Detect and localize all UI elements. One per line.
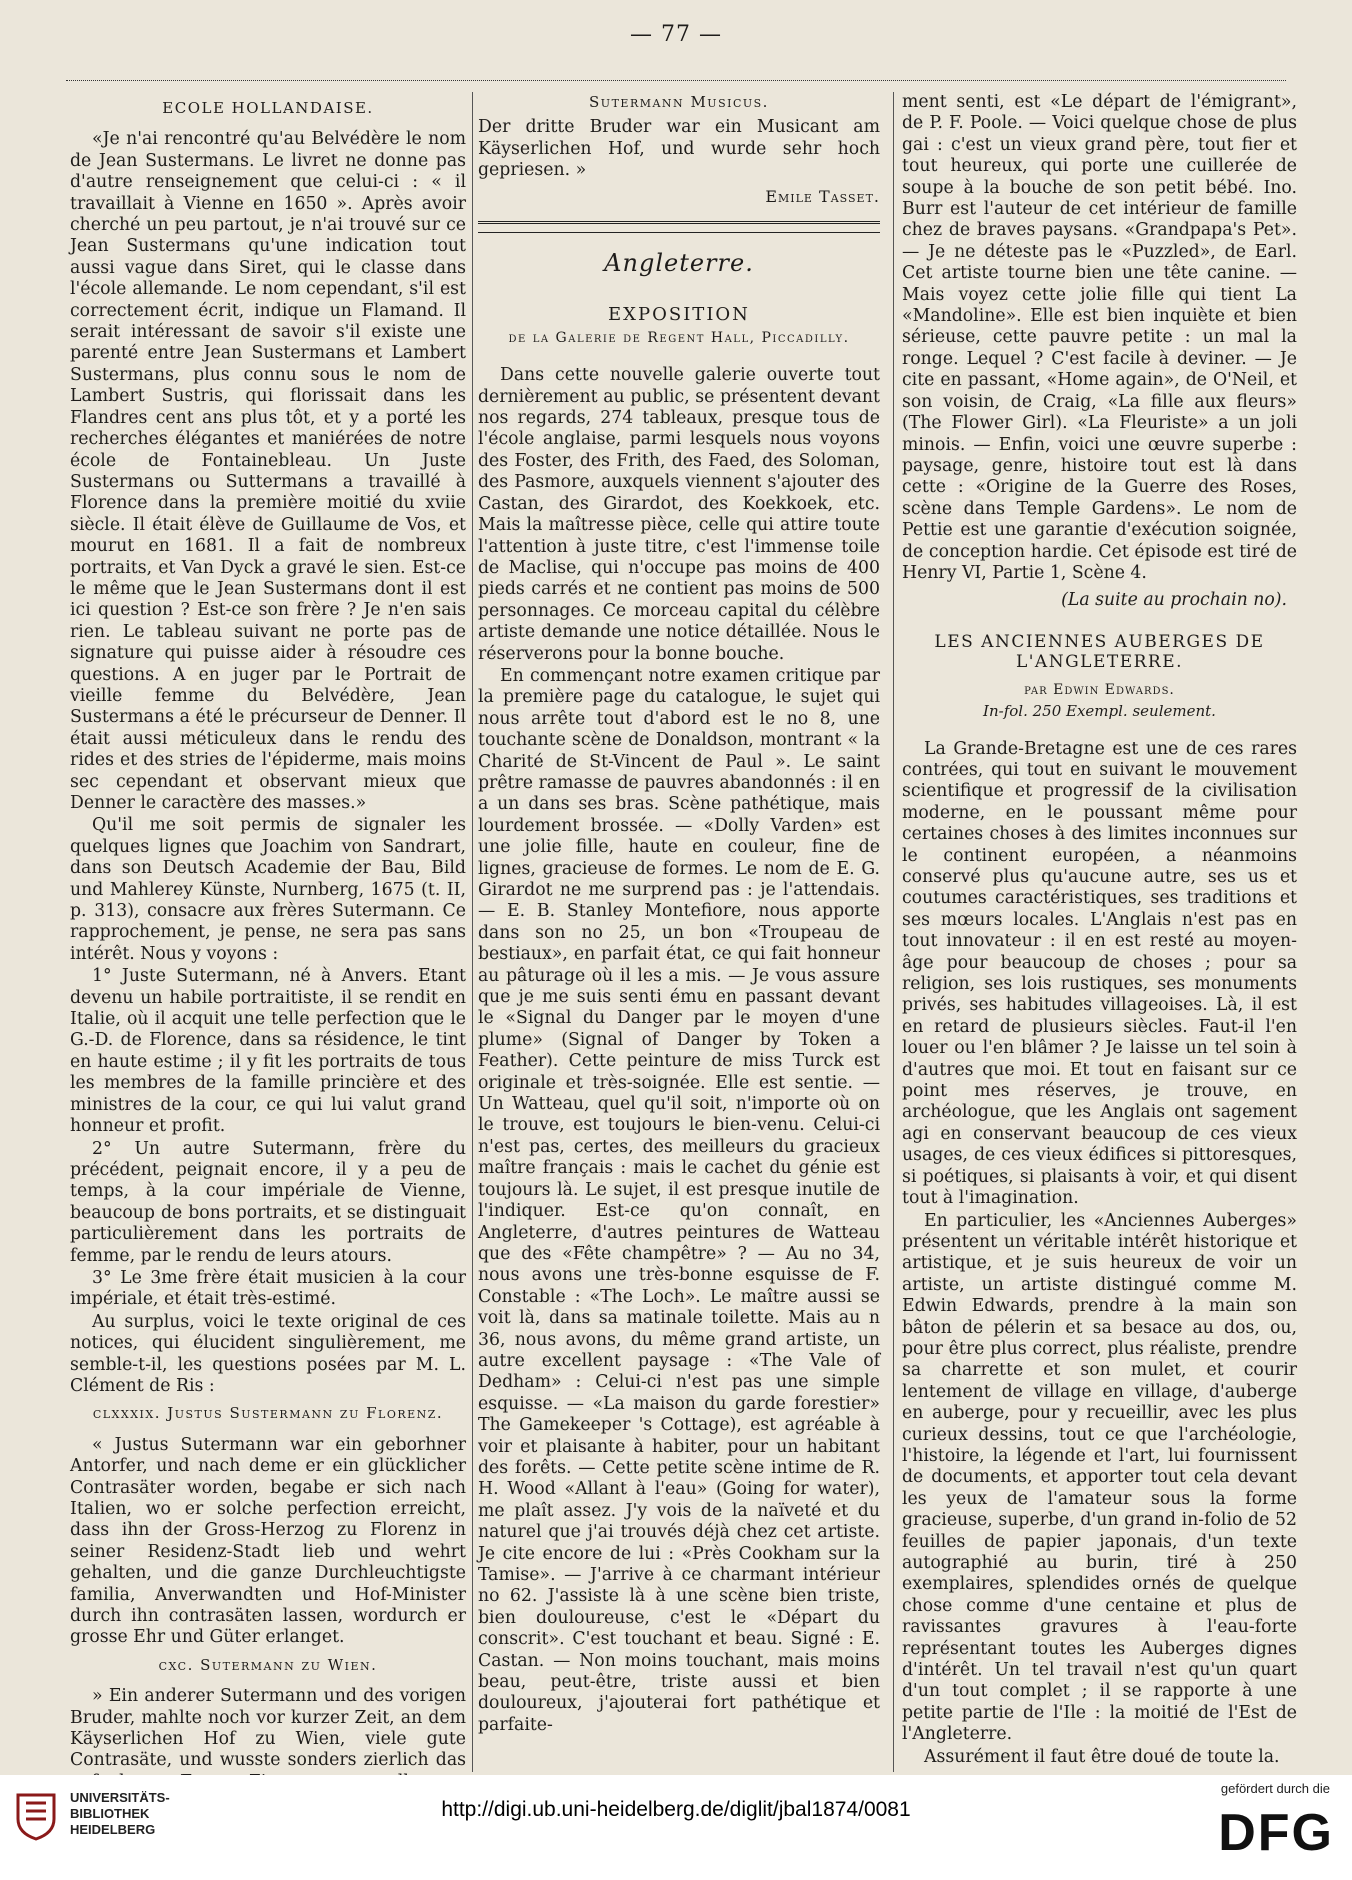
- section-heading: ECOLE HOLLANDAISE.: [162, 99, 374, 117]
- column-1: [70, 92, 466, 1771]
- article-author: par Edwin Edwards.: [1024, 681, 1175, 698]
- paragraph: En commençant notre examen critique par la première page du catalogue, le sujet qui nous arrête tout d'abord est le no 8, une touchante scène de Donaldson, montrant « la Charité de St-Vincent de Paul ». Le saint prêtre ramasse de pauvres abandonnés : il en a un dans ses bras. Scène pathétique, mais lourdement brossée. — «Dolly Varden» est une jolie fille, haute en couleur, fine de lignes, gracieuse de formes. Le nom de E. G. Girardot ne me surprend pas : je l'attendais. — E. B. Stanley Montefiore, nous apporte dans son no 25, un bon «Troupeau de bestiaux», en parfait état, ce qui fait honneur au pâturage où il les a mis. — Je vous assure que je me suis senti ému en passant devant le «Signal du Danger par le moyen d'une plume» (Signal of Danger by Token a Feather). Cette peinture de miss Turck est originale et très-soignée. Elle est sentie. — Un Watteau, quel qu'il soit, n'importe où on le trouve, est toujours le bien-venu. Celui-ci n'est pas, certes, des meilleurs du gracieux maître français : mais le cachet du génie est toujours là. Le sujet, il est presque inutile de l'indiquer. Est-ce qu'on connaît, en Angleterre, d'autres peintures de Watteau que des «Fête champêtre» ? — Au no 34, nous avons une très-bonne esquisse de F. Constable : «The Loch». Le maître aussi se voit là, dans sa matinale toilette. Mais au n 36, nous avons, du même grand artiste, un autre excellent paysage : «The Vale of Dedham» : Celui-ci n'est pas une simple esquisse. — «La maison du garde forestier» The Gamekeeper 's Cottage), est agréable à voir et plaisante à habiter, pour un habitant des forêts. — Cette petite scène intime de R. H. Wood «Allant à l'eau» (Going for water), me plaît assez. J'y vois de la naïveté et du naturel que j'ai trouvés déjà chez cet artiste. Je cite encore de lui : «Près Cookham sur la Tamise». — J'arrive à ce charmant intérieur no 62. J'assiste là à une scène bien triste, bien douloureuse, c'est le «Départ du conscrit». C'est touchant et beau. Signé : E. Castan. — Non moins touchant, mais moins beau, peut-être, triste aussi et bien douloureux, j'ajouterai fort pathétique et parfaite-: [478, 665, 880, 1735]
- rule: [478, 232, 880, 233]
- source-url-link[interactable]: http://digi.ub.uni-heidelberg.de/diglit/jbal1874/0081: [441, 1798, 911, 1821]
- paragraph: Dans cette nouvelle galerie ouverte tout dernièrement au public, se présentent devant nos regards, 274 tableaux, presque tous de l'école anglaise, parmi lesquels nous voyons des Foster, des Frith, des Faed, des Soloman, des Pasmore, auxquels viennent s'ajouter des Castan, des Girardot, des Koekkoek, etc. Mais la maîtresse pièce, celle qui attire toute l'attention à juste titre, c'est l'immense toile de Maclise, qui n'occupe pas moins de 400 pieds carrés et ne contient pas moins de 500 personnages. Ce morceau capital du célèbre artiste demande une notice détaillée. Nous le réserverons pour la bonne bouche.: [478, 365, 880, 664]
- subheading: clxxxix. Justus Sustermann zu Florenz.: [92, 1404, 444, 1423]
- column-3: [902, 92, 1297, 1767]
- paragraph: «Je n'ai rencontré qu'au Belvédère le nom de Jean Sustermans. Le livret ne donne pas d'autre renseignement que celui-ci : « il travaillait à Vienne en 1650 ». Après avoir cherché un peu partout, je n'ai trouvé sur ce Jean Sustermans qu'une indication tout aussi vague dans Siret, qui le classe dans l'école allemande. Le nom cependant, s'il est correctement écrit, indique un Flamand. Il serait intéressant de savoir s'il existe une parenté entre Jean Sustermans et Lambert Sustermans, plus connu sous le nom de Lambert Sustris, qui florissait dans les Flandres cent ans plus tôt, et y a porté les recherches élégantes et maniérées de notre école de Fontainebleau. Un Juste Sustermans ou Suttermans a travaillé à Florence dans la première moitié du xviie siècle. Il était élève de Guillaume de Vos, et mourut en 1681. Il a fait de nombreux portraits, et Van Dyck a gravé le sien. Est-ce le même que le Jean Sustermans dont il est ici question ? Est-ce son frère ? Je n'en sais rien. Le tableau suivant ne porte pas de signature qui puisse aider à résoudre ces questions. A en juger par le Portrait de vieille femme du Belvédère, Jean Sustermans a été le précurseur de Denner. Il était aussi méticuleux dans le rendu des rides et des stries de l'épiderme, mais moins sec cependant et observant mieux que Denner le caractère des masses.»: [70, 129, 466, 813]
- column-2: [478, 92, 880, 1752]
- subheading: cxc. Sutermann zu Wien.: [158, 1655, 378, 1674]
- article-title: EXPOSITION: [608, 304, 750, 326]
- paragraph: 1° Juste Sutermann, né à Anvers. Etant devenu un habile portraitiste, il se rendit en Italie, où il acquit une telle perfection que le G.-D. de Florence, dans sa résidence, le tint en haute estime ; il y fit les portraits de tous les membres de la famille princière et des ministres de la cour, ce qui lui valut grand honneur et profit.: [70, 966, 466, 1137]
- edition-note: In-fol. 250 Exempl. seulement.: [983, 702, 1216, 721]
- top-rule: [66, 80, 1286, 81]
- footer-bar: [0, 1775, 1352, 1880]
- paragraph: Qu'il me soit permis de signaler les quelques lignes que Joachim von Sandrart, dans son Deutsch Academie der Bau, Bild und Mahlerey Künste, Nurnberg, 1675 (t. II, p. 313), consacre aux frères Sutermann. Ce rapprochement, je pense, ne sera pas sans intérêt. Nous y voyons :: [70, 815, 466, 964]
- paragraph: 2° Un autre Sutermann, frère du précédent, peignait encore, il y a peu de temps, à la cour impériale de Vienne, beaucoup de bons portraits, et se distinguait particulièrement dans les portraits de femme, par le rendu de leurs atours.: [70, 1138, 466, 1266]
- paragraph: Assurément il faut être doué de toute la.: [924, 1746, 1280, 1767]
- page-number: — 77 —: [630, 22, 722, 47]
- author-signature: Emile Tasset.: [765, 186, 880, 206]
- subheading: Sutermann Musicus.: [589, 93, 769, 111]
- paragraph: « Justus Sutermann war ein geborhner Antorfer, und nach deme er ein glücklicher Contrasäter worden, begabe er sich nach Italien, wo er solche perfection erreicht, dass ihn der Gross-Herzog zu Florenz in seiner Residenz-Stadt lieb und wehrt gehalten, und die ganze Durchleuchtigste familia, Anverwandten und Hof-Minister durch ihn contrasäten lassen, wordurch er grosse Ehr und Güter erlanget.: [70, 1434, 466, 1648]
- paragraph: La Grande-Bretagne est une de ces rares contrées, qui tout en suivant le mouvement scientifique et progressif de la civilisation moderne, en le poussant même pour certaines choses à des limites inconnues sur le continent européen, a néanmoins conservé plus qu'aucune autre, ses us et coutumes caractéristiques, ses traditions et ses mœurs locales. L'Anglais n'est pas en tout innovateur : il en est resté au moyen-âge pour beaucoup de choses ; pour sa religion, ses lois rustiques, ses monuments privés, ses habitudes villageoises. Là, il est en retard de plusieurs siècles. Faut-il l'en louer ou l'en blâmer ? Je laisse un tel soin à d'autres que moi. Et tout en faisant sur ce point mes réserves, je trouve, en archéologue, que les Anglais ont sagement agi en conservant beaucoup de ces vieux usages, de ces vieux édifices si pittoresques, si poétiques, si plaisants à voir, et qui disent tout à l'imagination.: [902, 738, 1297, 1209]
- library-name: UNIVERSITÄTS- BIBLIOTHEK HEIDELBERG: [70, 1790, 170, 1837]
- funded-by-label: gefördert durch die: [1220, 1781, 1330, 1796]
- paragraph: En particulier, les «Anciennes Auberges» présentent un véritable intérêt historique et artistique, et je suis heureux de voir un artiste, un artiste distingué comme M. Edwin Edwards, prendre à la main son bâton de pélerin et sa besace au dos, ou, pour être plus correct, plus réaliste, prendre sa charrette et son mulet, et courir lentement de village en village, d'auberge en auberge, pour y recueillir, avec les plus curieux dessins, tout ce que l'archéologie, l'histoire, la légende et l'art, lui fournissent de documents, et apporter tout cela devant les yeux de l'amateur sous la forme gracieuse, superbe, d'un grand in-folio de 52 feuilles de papier japonais, d'un texte autographié au burin, tiré à 250 exemplaires, splendides ornés de quelque chose comme d'une centaine et plus de ravissantes gravures à l'eau-forte représentant toutes les Auberges dignes d'intérêt. Un tel travail n'est qu'un quart d'un tout complet ; il se rapporte à une petite partie de l'Ile : la moitié de l'Est de l'Angleterre.: [902, 1210, 1297, 1745]
- paragraph: Der dritte Bruder war ein Musicant am Käyserlichen Hof, und wurde sehr hoch gepriesen. »: [478, 117, 880, 181]
- section-title: Angleterre.: [604, 249, 754, 278]
- paragraph: Au surplus, voici le texte original de ces notices, qui élucident singulièrement, me semble-t-il, les questions posées par M. L. Clément de Ris :: [70, 1311, 466, 1396]
- column-rule-2: [893, 92, 894, 1772]
- double-rule: [478, 221, 880, 224]
- paragraph: » Ein anderer Sutermann und des vorigen Bruder, mahlte noch vor kurzer Zeit, an dem Käyserlichen Hof zu Wien, viele gute Contrasäte, und wusste sonders zierlich das: [70, 1686, 466, 1771]
- article-subtitle: de la Galerie de Regent Hall, Piccadilly.: [508, 329, 850, 346]
- paragraph: ment senti, est «Le départ de l'émigrant», de P. F. Poole. — Voici quelque chose de plus gai : c'est un vieux grand père, tout fier et tout heureux, qui porte une cuillerée de soupe à la bouche de son petit bébé. Ino. Burr est l'auteur de cet intérieur de famille chez de braves paysans. «Grandpapa's Pet». — Je ne déteste pas le «Puzzled», de Earl. Cet artiste tourne bien une tête canine. — Mais voyez cette jolie fille qui tient La «Mandoline». Elle est bien inquiète et bien sérieuse, cette pauvre petite : un mal la ronge. Lequel ? C'est facile à deviner. — Je cite en passant, «Home again», de O'Neil, et son voisin, de Craig, «La fille aux fleurs» (The Flower Girl). «La Fleuriste» a un joli minois. — Enfin, voici une œuvre superbe : paysage, genre, histoire tout est là dans cette : «Origine de la Guerre des Roses, scène dans Temple Gardens». Le nom de Pettie est une garantie d'exécution soignée, de conception hardie. Cet épisode est tiré de Henry VI, Partie 1, Scène 4.: [902, 92, 1297, 583]
- dfg-logo: DFG: [1218, 1804, 1334, 1862]
- column-rule-1: [472, 92, 473, 1772]
- paragraph: 3° Le 3me frère était musicien à la cour impériale, et était très-estimé.: [70, 1267, 466, 1310]
- continuation-note: (La suite au prochain no).: [1061, 590, 1287, 611]
- article-title: LES ANCIENNES AUBERGES DE L'ANGLETERRE.: [934, 631, 1265, 672]
